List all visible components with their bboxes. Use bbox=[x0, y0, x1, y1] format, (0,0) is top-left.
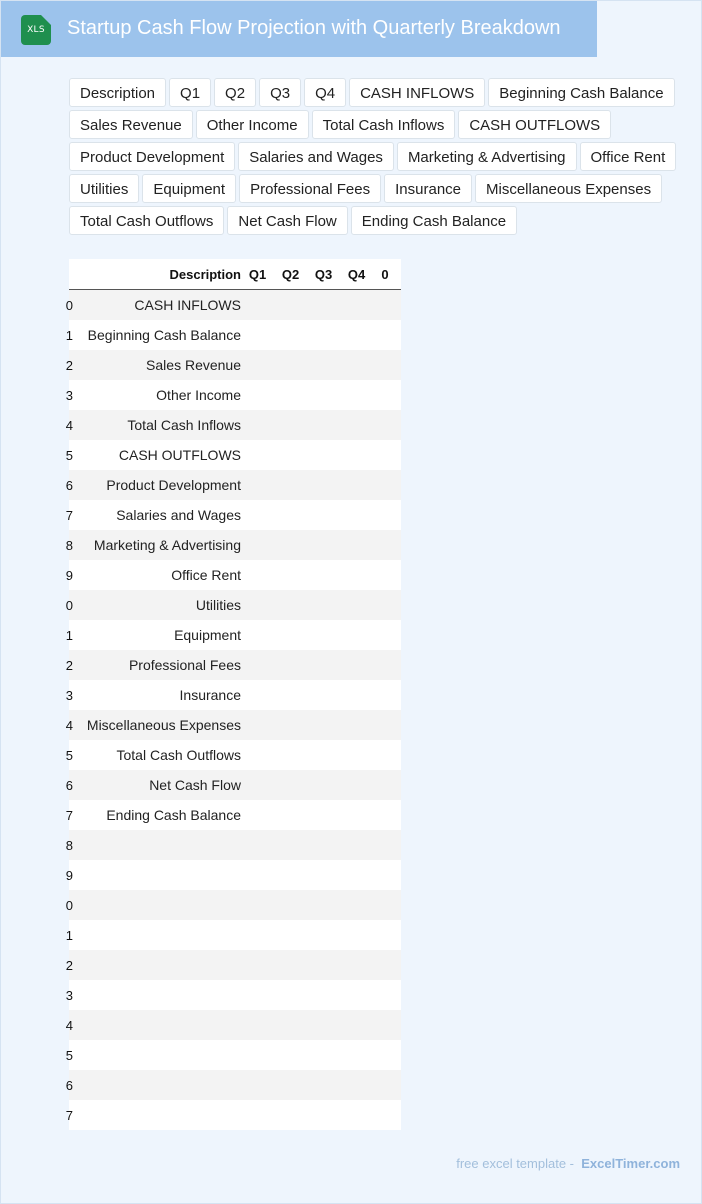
column-chip[interactable]: Insurance bbox=[384, 174, 472, 203]
table-row bbox=[65, 920, 401, 950]
row-description[interactable]: Total Cash Inflows bbox=[127, 417, 241, 433]
column-chip[interactable]: Net Cash Flow bbox=[227, 206, 347, 235]
row-index: 1 bbox=[65, 927, 73, 943]
table-row bbox=[65, 890, 401, 920]
table-row bbox=[65, 1100, 401, 1130]
header-q2[interactable]: Q2 bbox=[281, 266, 300, 282]
column-chip[interactable]: Miscellaneous Expenses bbox=[475, 174, 662, 203]
header-q1[interactable]: Q1 bbox=[248, 266, 267, 282]
table-row bbox=[65, 1040, 401, 1070]
row-index: 5 bbox=[65, 1047, 73, 1063]
row-index: 0 bbox=[65, 897, 73, 913]
row-index: 7 bbox=[65, 1107, 73, 1123]
row-description[interactable]: Salaries and Wages bbox=[116, 507, 241, 523]
row-index: 2 bbox=[65, 957, 73, 973]
table-row bbox=[65, 560, 401, 590]
table-row bbox=[65, 710, 401, 740]
footer-credit bbox=[456, 1156, 680, 1171]
row-index: 6 bbox=[65, 1077, 73, 1093]
footer-prefix: free excel template - bbox=[456, 1156, 578, 1171]
row-index: 6 bbox=[65, 477, 73, 493]
table-row bbox=[65, 650, 401, 680]
column-chip[interactable]: CASH INFLOWS bbox=[349, 78, 485, 107]
table-row bbox=[65, 620, 401, 650]
table-row bbox=[65, 590, 401, 620]
row-index: 9 bbox=[65, 567, 73, 583]
table-row bbox=[65, 800, 401, 830]
row-description[interactable]: Product Development bbox=[106, 477, 241, 493]
column-chip[interactable]: Total Cash Inflows bbox=[312, 110, 456, 139]
table-header bbox=[69, 259, 401, 290]
column-chip[interactable]: Equipment bbox=[142, 174, 236, 203]
row-index: 1 bbox=[65, 627, 73, 643]
table-row bbox=[65, 1070, 401, 1100]
row-description[interactable]: Net Cash Flow bbox=[149, 777, 241, 793]
column-chip[interactable]: Salaries and Wages bbox=[238, 142, 394, 171]
column-chip[interactable]: Description bbox=[69, 78, 166, 107]
row-description[interactable]: Beginning Cash Balance bbox=[87, 327, 241, 343]
table-row bbox=[65, 530, 401, 560]
column-chip-list bbox=[69, 78, 679, 235]
header-q3[interactable]: Q3 bbox=[314, 266, 333, 282]
row-index: 6 bbox=[65, 777, 73, 793]
row-index: 7 bbox=[65, 807, 73, 823]
column-chip[interactable]: Q2 bbox=[214, 78, 256, 107]
row-index: 4 bbox=[65, 1017, 73, 1033]
row-index: 9 bbox=[65, 867, 73, 883]
row-index: 5 bbox=[65, 747, 73, 763]
header-description[interactable]: Description bbox=[169, 266, 241, 282]
row-index: 3 bbox=[65, 387, 73, 403]
footer-brand-link[interactable]: ExcelTimer.com bbox=[581, 1156, 680, 1171]
column-chip[interactable]: Total Cash Outflows bbox=[69, 206, 224, 235]
row-index: 0 bbox=[65, 297, 73, 313]
row-description[interactable]: Total Cash Outflows bbox=[116, 747, 241, 763]
table-row bbox=[65, 770, 401, 800]
header-q4[interactable]: Q4 bbox=[347, 266, 366, 282]
table-row bbox=[65, 980, 401, 1010]
row-index: 0 bbox=[65, 597, 73, 613]
row-description[interactable]: CASH INFLOWS bbox=[134, 297, 241, 313]
table-row bbox=[65, 830, 401, 860]
column-chip[interactable]: Professional Fees bbox=[239, 174, 381, 203]
row-index: 2 bbox=[65, 357, 73, 373]
row-description[interactable]: Marketing & Advertising bbox=[93, 537, 241, 553]
table-row bbox=[65, 860, 401, 890]
column-chip[interactable]: Other Income bbox=[196, 110, 309, 139]
column-chip[interactable]: Q4 bbox=[304, 78, 346, 107]
table-row bbox=[65, 740, 401, 770]
column-chip[interactable]: Q3 bbox=[259, 78, 301, 107]
row-description[interactable]: Miscellaneous Expenses bbox=[86, 717, 241, 733]
column-chip[interactable]: Beginning Cash Balance bbox=[488, 78, 674, 107]
row-description[interactable]: Office Rent bbox=[171, 567, 241, 583]
row-index: 3 bbox=[65, 987, 73, 1003]
row-index: 2 bbox=[65, 657, 73, 673]
row-index: 4 bbox=[65, 417, 73, 433]
xls-file-icon bbox=[21, 15, 51, 45]
row-description[interactable]: Professional Fees bbox=[128, 657, 241, 673]
table-row bbox=[65, 950, 401, 980]
row-description[interactable]: Other Income bbox=[156, 387, 241, 403]
row-description[interactable]: Utilities bbox=[195, 597, 241, 613]
table-row bbox=[65, 320, 401, 350]
column-chip[interactable]: Marketing & Advertising bbox=[397, 142, 577, 171]
column-chip[interactable]: CASH OUTFLOWS bbox=[458, 110, 611, 139]
table-row bbox=[65, 380, 401, 410]
title-bar bbox=[1, 1, 597, 57]
header-index[interactable]: 0 bbox=[381, 266, 389, 282]
row-description[interactable]: Ending Cash Balance bbox=[106, 807, 241, 823]
page-title: Startup Cash Flow Projection with Quarterly Breakdown bbox=[67, 17, 561, 39]
column-chip[interactable]: Sales Revenue bbox=[69, 110, 193, 139]
row-index: 4 bbox=[65, 717, 73, 733]
table-row bbox=[65, 290, 401, 320]
table-row bbox=[65, 500, 401, 530]
row-index: 5 bbox=[65, 447, 73, 463]
row-index: 7 bbox=[65, 507, 73, 523]
row-description[interactable]: CASH OUTFLOWS bbox=[118, 447, 241, 463]
table-row bbox=[65, 680, 401, 710]
table-row bbox=[65, 350, 401, 380]
row-index: 3 bbox=[65, 687, 73, 703]
table-row bbox=[65, 1010, 401, 1040]
table-row bbox=[65, 410, 401, 440]
data-table bbox=[65, 259, 401, 1130]
table-row bbox=[65, 470, 401, 500]
table-row bbox=[65, 440, 401, 470]
row-index: 8 bbox=[65, 837, 73, 853]
xls-badge-text: XLS bbox=[27, 25, 45, 35]
column-chip[interactable]: Ending Cash Balance bbox=[351, 206, 517, 235]
column-chip[interactable]: Q1 bbox=[169, 78, 211, 107]
column-chip[interactable]: Office Rent bbox=[580, 142, 677, 171]
row-description[interactable]: Sales Revenue bbox=[146, 357, 241, 373]
row-index: 8 bbox=[65, 537, 73, 553]
table-body bbox=[65, 290, 401, 1130]
row-description[interactable]: Equipment bbox=[174, 627, 241, 643]
row-index: 1 bbox=[65, 327, 73, 343]
row-description[interactable]: Insurance bbox=[179, 687, 241, 703]
column-chip[interactable]: Product Development bbox=[69, 142, 235, 171]
column-chip[interactable]: Utilities bbox=[69, 174, 139, 203]
